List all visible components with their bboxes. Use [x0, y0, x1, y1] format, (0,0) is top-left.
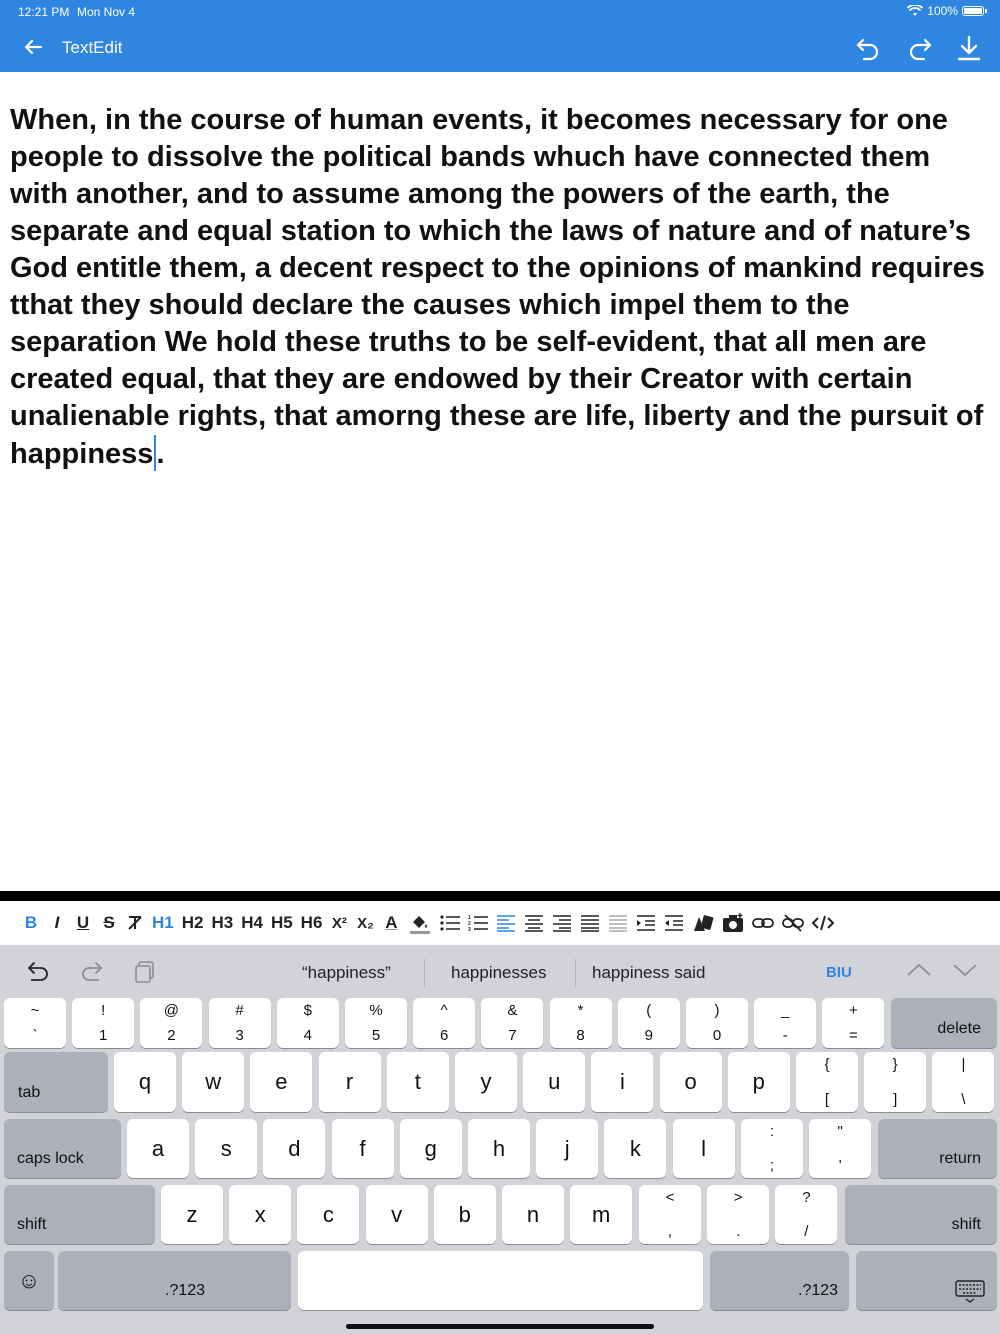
dismiss-keyboard-key[interactable]	[856, 1251, 997, 1310]
key-shift-label: +	[849, 1002, 858, 1019]
key-12[interactable]	[754, 998, 816, 1048]
tab-key[interactable]	[4, 1052, 108, 1112]
outdent-icon	[664, 914, 684, 932]
key-label: p	[752, 1069, 765, 1094]
undo-icon	[26, 959, 52, 985]
key-r[interactable]	[319, 1052, 381, 1112]
italic-button[interactable]: I	[54, 913, 60, 932]
key-g[interactable]	[400, 1119, 462, 1178]
app-title: TextEdit	[62, 38, 123, 57]
key-label: 1	[99, 1027, 108, 1044]
previous-field-button[interactable]	[906, 962, 932, 983]
document-text: When, in the course of human events, it becomes necessary for one people to dissolve the political bands whuch have connected them with another, and to assume among the powers of the earth, the separate and equal station to which the laws of nature and of nature’s God entitle them, a decent respect to the opinions of mankind requires tthat they should declare the causes which impel them to the separation We hold these truths to be self-evident, that all men are created equal, that they are endowed by their Creator with certain unalienable rights, that amorng these are life, liberty and the pursuit of happiness	[10, 104, 985, 470]
code-icon	[812, 915, 834, 931]
status-time: 12:21 PM	[18, 5, 70, 19]
key-shift-label: %	[369, 1002, 383, 1019]
key-label: a	[151, 1135, 165, 1161]
key-n[interactable]	[502, 1185, 564, 1244]
shift-key-label: shift	[951, 1216, 981, 1233]
status-date: Mon Nov 4	[77, 5, 136, 19]
align-right-icon	[552, 914, 572, 932]
key-label: z	[186, 1201, 198, 1227]
align-center-button[interactable]	[520, 906, 548, 940]
key-label: h	[492, 1135, 506, 1161]
kbd-redo-button[interactable]	[78, 959, 104, 990]
clear-format-icon	[126, 914, 144, 932]
key-6[interactable]	[345, 998, 407, 1048]
numbered-list-icon	[468, 914, 488, 932]
key-shift-label: )	[714, 1002, 720, 1019]
h5-button[interactable]: H5	[270, 913, 293, 932]
key-c[interactable]	[297, 1185, 359, 1244]
key-b[interactable]	[434, 1185, 496, 1244]
link-icon	[752, 916, 774, 930]
h6-button[interactable]: H6	[300, 913, 323, 932]
key-shift-label: >	[733, 1189, 743, 1206]
key-symbol[interactable]	[796, 1052, 858, 1112]
key-label: y	[480, 1069, 492, 1094]
key-o[interactable]	[660, 1052, 722, 1112]
suggestion-bar	[0, 945, 1000, 1000]
subscript-button[interactable]: X₂	[357, 914, 374, 932]
remove-link-button[interactable]	[778, 906, 808, 940]
key-3[interactable]	[140, 998, 202, 1048]
key-label: c	[322, 1201, 334, 1227]
key-label: j	[564, 1135, 570, 1161]
insert-link-button[interactable]	[748, 906, 778, 940]
unlink-icon	[782, 914, 804, 932]
key-symbol[interactable]	[809, 1119, 871, 1178]
chevron-down-icon	[952, 962, 978, 978]
key-label: o	[684, 1069, 697, 1094]
key-shift-label: }	[892, 1056, 898, 1073]
insert-photo-button[interactable]	[718, 906, 748, 940]
key-label: \	[961, 1091, 966, 1108]
outdent-button[interactable]	[660, 906, 688, 940]
tab-key-label: tab	[18, 1084, 41, 1101]
svg-text:2: 2	[468, 921, 472, 927]
key-label: r	[345, 1069, 354, 1094]
suggestion-divider	[424, 959, 425, 987]
h1-button[interactable]: H1	[152, 913, 174, 932]
next-field-button[interactable]	[952, 962, 978, 983]
key-label: 9	[644, 1027, 653, 1044]
camera-icon	[722, 913, 744, 933]
h4-button[interactable]: H4	[241, 913, 263, 932]
key-symbol[interactable]	[775, 1185, 837, 1244]
key-label: f	[359, 1135, 366, 1161]
superscript-button[interactable]: X²	[331, 914, 347, 932]
bullet-list-icon	[440, 914, 460, 932]
key-label: 3	[235, 1027, 244, 1044]
key-shift-label: _	[781, 1002, 790, 1019]
document-editor[interactable]	[10, 102, 995, 473]
key-shift-label: ?	[802, 1189, 811, 1206]
key-label: e	[275, 1069, 288, 1094]
wifi-icon	[907, 5, 923, 17]
key-1[interactable]	[4, 998, 66, 1048]
key-shift-label: *	[577, 1002, 584, 1019]
key-label: 2	[167, 1027, 176, 1044]
key-s[interactable]	[195, 1119, 257, 1178]
text-color-button[interactable]: A	[385, 913, 398, 932]
return-key[interactable]	[878, 1119, 997, 1178]
code-view-button[interactable]	[808, 906, 838, 940]
shift-left-key[interactable]	[4, 1185, 155, 1244]
svg-text:3: 3	[468, 927, 472, 932]
status-right	[907, 4, 984, 18]
key-x[interactable]	[229, 1185, 291, 1244]
key-shift-label: &	[507, 1002, 518, 1019]
kbd-paste-button[interactable]	[134, 960, 156, 989]
key-label: 6	[440, 1027, 449, 1044]
key-shift-label: !	[101, 1002, 106, 1019]
emoji-key[interactable]	[4, 1251, 54, 1310]
caps-lock-key-label: caps lock	[17, 1150, 84, 1167]
battery-percent: 100%	[927, 4, 958, 18]
key-4[interactable]	[209, 998, 271, 1048]
bullet-list-button[interactable]	[436, 906, 464, 940]
arrow-left-icon	[20, 34, 46, 60]
key-symbol[interactable]	[707, 1185, 769, 1244]
key-13[interactable]	[822, 998, 884, 1048]
key-label: 0	[712, 1027, 722, 1044]
suggestion-2[interactable]: happinesses	[451, 963, 547, 982]
app-bar	[0, 0, 1000, 72]
key-label: b	[458, 1201, 471, 1227]
key-p[interactable]	[728, 1052, 790, 1112]
underline-button[interactable]: U	[76, 913, 90, 932]
key-j[interactable]	[536, 1119, 598, 1178]
key-shift-label: <	[665, 1189, 675, 1206]
chevron-up-icon	[906, 962, 932, 978]
clear-format-button[interactable]	[122, 906, 148, 940]
undo-icon	[854, 34, 882, 62]
key-label: 7	[508, 1027, 517, 1044]
key-symbol[interactable]	[864, 1052, 926, 1112]
key-11[interactable]	[686, 998, 748, 1048]
key-label: x	[254, 1201, 266, 1227]
strikethrough-button[interactable]: S	[103, 913, 115, 932]
delete-key-label: delete	[937, 1020, 981, 1037]
key-symbol[interactable]	[741, 1119, 803, 1178]
h2-button[interactable]: H2	[181, 913, 204, 932]
justify-icon	[580, 914, 600, 932]
numbers-key-label: .?123	[165, 1282, 206, 1299]
key-label: .	[736, 1223, 741, 1240]
key-t[interactable]	[387, 1052, 449, 1112]
clipboard-icon	[134, 960, 156, 984]
redo-icon	[906, 34, 934, 62]
key-label: t	[414, 1069, 421, 1094]
download-button[interactable]	[955, 34, 983, 62]
key-label: i	[619, 1069, 625, 1094]
key-shift-label: "	[837, 1123, 843, 1140]
key-k[interactable]	[604, 1119, 666, 1178]
key-label: v	[391, 1201, 403, 1227]
key-label: -	[782, 1027, 788, 1044]
key-shift-label: ^	[440, 1002, 448, 1019]
key-shift-label: {	[824, 1056, 830, 1073]
paint-bucket-icon	[408, 911, 432, 935]
key-shift-label: |	[961, 1056, 966, 1073]
key-label: 5	[371, 1027, 381, 1044]
key-e[interactable]	[250, 1052, 312, 1112]
key-label: [	[824, 1091, 830, 1108]
key-9[interactable]	[550, 998, 612, 1048]
shift-key-label: shift	[17, 1216, 47, 1233]
key-label: w	[205, 1069, 222, 1094]
keyboard	[0, 945, 1000, 1334]
key-label: `	[32, 1027, 38, 1044]
bold-button[interactable]: B	[24, 913, 38, 932]
key-label: 4	[303, 1027, 312, 1044]
key-label: 8	[576, 1027, 585, 1044]
key-symbol[interactable]	[932, 1052, 994, 1112]
highlight-color-button[interactable]	[404, 906, 436, 940]
key-shift-label: #	[235, 1002, 244, 1019]
key-label: q	[138, 1069, 152, 1094]
key-i[interactable]	[591, 1052, 653, 1112]
key-label: l	[701, 1135, 707, 1161]
key-shift-label: $	[303, 1002, 312, 1019]
justify-light-button[interactable]	[604, 906, 632, 940]
undo-button[interactable]	[854, 34, 882, 62]
key-u[interactable]	[523, 1052, 585, 1112]
key-7[interactable]	[413, 998, 475, 1048]
numbers-left-key[interactable]	[58, 1251, 291, 1310]
justify-button[interactable]	[576, 906, 604, 940]
key-shift-label: @	[163, 1002, 179, 1019]
key-8[interactable]	[481, 998, 543, 1048]
key-m[interactable]	[570, 1185, 632, 1244]
key-h[interactable]	[468, 1119, 530, 1178]
suggestion-1[interactable]: “happiness”	[302, 963, 391, 982]
indent-icon	[636, 914, 656, 932]
key-l[interactable]	[673, 1119, 735, 1178]
image-icon	[692, 913, 714, 933]
key-label: '	[838, 1157, 842, 1174]
indent-button[interactable]	[632, 906, 660, 940]
delete-key[interactable]	[891, 998, 997, 1048]
return-key-label: return	[939, 1150, 981, 1167]
insert-image-button[interactable]	[688, 906, 718, 940]
align-left-button[interactable]	[492, 906, 520, 940]
numbered-list-button[interactable]	[464, 906, 492, 940]
suggestion-3[interactable]: happiness said	[592, 963, 706, 982]
key-label: ]	[893, 1091, 898, 1108]
key-5[interactable]	[277, 998, 339, 1048]
key-2[interactable]	[72, 998, 134, 1048]
key-label: g	[424, 1135, 437, 1161]
key-10[interactable]	[618, 998, 680, 1048]
key-a[interactable]	[127, 1119, 189, 1178]
shift-right-key[interactable]	[845, 1185, 997, 1244]
align-right-button[interactable]	[548, 906, 576, 940]
key-label: ,	[667, 1223, 673, 1240]
key-z[interactable]	[161, 1185, 223, 1244]
emoji-icon: ☺	[17, 1267, 41, 1293]
back-button[interactable]	[20, 34, 46, 60]
key-shift-label: ~	[30, 1002, 40, 1019]
home-indicator	[346, 1324, 654, 1329]
key-label: d	[288, 1135, 301, 1161]
document-text-end: .	[156, 438, 165, 470]
key-v[interactable]	[366, 1185, 428, 1244]
key-label: m	[592, 1201, 611, 1227]
numbers-right-key[interactable]	[710, 1251, 849, 1310]
key-label: =	[849, 1027, 858, 1044]
toolbar-divider	[0, 891, 1000, 901]
suggestion-divider	[575, 959, 576, 987]
key-label: n	[526, 1201, 540, 1227]
key-symbol[interactable]	[639, 1185, 701, 1244]
key-label: k	[629, 1135, 641, 1161]
keyboard-dismiss-icon	[955, 1280, 985, 1304]
key-f[interactable]	[332, 1119, 394, 1178]
caps-lock-key[interactable]	[4, 1119, 121, 1178]
key-label: s	[220, 1135, 232, 1161]
numbers-key-label: .?123	[798, 1282, 839, 1299]
key-label: u	[548, 1069, 561, 1094]
h3-button[interactable]: H3	[211, 913, 234, 932]
key-label: ;	[769, 1157, 775, 1174]
redo-icon	[78, 959, 104, 985]
key-w[interactable]	[182, 1052, 244, 1112]
biu-button[interactable]: BIU	[826, 964, 852, 981]
justify-light-icon	[608, 914, 628, 932]
kbd-undo-button[interactable]	[26, 959, 52, 990]
key-y[interactable]	[455, 1052, 517, 1112]
align-center-icon	[524, 914, 544, 932]
key-shift-label: (	[646, 1002, 652, 1019]
key-label: /	[804, 1223, 809, 1240]
download-icon	[955, 34, 983, 62]
format-toolbar	[0, 901, 1000, 945]
key-shift-label: :	[769, 1123, 775, 1140]
svg-text:1: 1	[468, 915, 472, 921]
key-d[interactable]	[263, 1119, 325, 1178]
space-key[interactable]	[298, 1251, 703, 1310]
align-left-icon	[496, 914, 516, 932]
battery-icon	[962, 6, 984, 16]
key-q[interactable]	[114, 1052, 176, 1112]
redo-button[interactable]	[906, 34, 934, 62]
